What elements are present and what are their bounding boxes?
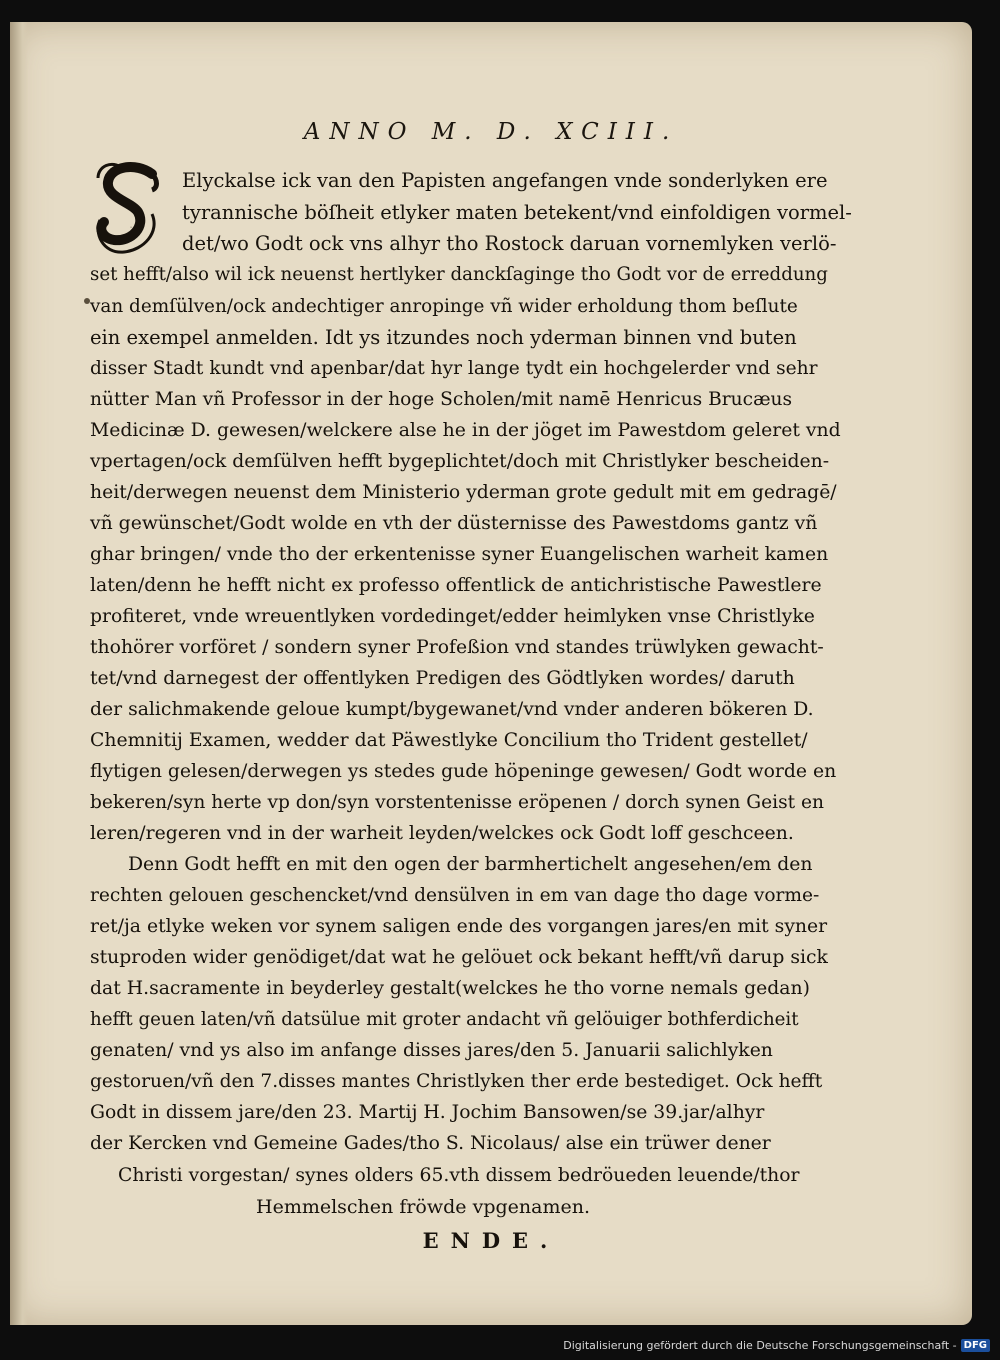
dfg-logo-icon: DFG [961,1339,990,1352]
text-line: disser Stadt kundt vnd apenbar/dat hyr lange tydt ein hochgelerder vnd sehr [90,358,818,379]
text-line: dat H.sacramente in beyderley gestalt(welckes he tho vorne nemals gedan) [90,978,810,999]
body-text [10,22,972,1325]
text-line: Denn Godt hefft en mit den ogen der barmhertichelt angesehen/em den [128,854,813,875]
text-line: ghar bringen/ vnde tho der erkentenisse syner Euangelischen warheit kamen [90,544,829,565]
text-line: van demſülven/ock andechtiger anropinge vñ wider erholdung thom beſlute [90,296,798,317]
text-line: der salichmakende geloue kumpt/bygewanet/vnd vnder anderen bökeren D. [90,699,814,720]
book-page [10,22,972,1325]
digitization-footer [563,1334,990,1356]
text-line: der Kercken vnd Gemeine Gades/tho S. Nicolaus/ alse ein trüwer dener [90,1133,771,1154]
text-line: vñ gewünschet/Godt wolde en vth der düsternisse des Pawestdoms gantz vñ [90,513,818,534]
text-line: stuproden wider genödiget/dat wat he gelöuet ock bekant hefft/vñ darup sick [90,947,828,968]
footer-credit: Digitalisierung gefördert durch die Deutsche Forschungsgemeinschaft - [563,1338,957,1352]
text-line: Godt in dissem jare/den 23. Martij H. Jochim Bansowen/se 39.jar/alhyr [90,1102,765,1123]
text-line: tyrannische böſheit etlyker maten betekent/vnd einfoldigen vormel- [182,201,852,224]
text-line: nütter Man vñ Professor in der hoge Scholen/mit namē Henricus Brucæus [90,389,793,410]
text-line: laten/denn he hefft nicht ex professo offentlick de antichristische Pawestlere [90,575,822,596]
text-line: thohörer vorföret / sondern syner Profeßion vnd standes trüwlyken gewacht- [90,637,824,658]
text-line: flytigen gelesen/derwegen ys stedes gude höpeninge gewesen/ Godt worde en [90,761,837,782]
text-line: rechten gelouen geschencket/vnd densülven in em van dage tho dage vorme- [90,885,820,906]
text-line: Chemnitij Examen, wedder dat Päwestlyke Concilium tho Trident gestellet/ [90,730,808,751]
dropcap-letter: S [130,227,132,229]
text-line: set hefft/also wil ick neuenst hertlyker danckſaginge tho Godt vor de erreddung [90,264,828,285]
text-line: Hemmelschen fröwde vpgenamen. [256,1196,590,1218]
running-head: ANNO M. D. XCIII. [303,119,679,145]
text-line: Christi vorgestan/ synes olders 65.vth dissem bedröueden leuende/thor [118,1165,800,1186]
text-line: vpertagen/ock demſülven hefft bygeplichtet/doch mit Christlyker bescheiden- [90,451,830,472]
text-line: leren/regeren vnd in der warheit leyden/welckes ock Godt loff geschceen. [90,823,794,844]
text-line: genaten/ vnd ys also im anfange disses jares/den 5. Januarii salichlyken [90,1040,773,1061]
text-line: gestoruen/vñ den 7.disses mantes Christlyken ther erde bestediget. Ock hefft [90,1071,823,1092]
text-line: heit/derwegen neuenst dem Ministerio yderman grote gedult mit em gedragē/ [90,482,837,503]
text-line: ein exempel anmelden. Idt ys itzundes noch yderman binnen vnd buten [90,326,797,349]
text-line: Elyckalse ick van den Papisten angefangen vnde sonderlyken ere [182,169,828,192]
finis-mark: ENDE. [422,1228,560,1253]
text-line: Medicinæ D. gewesen/welckere alse he in der jöget im Pawestdom geleret vnd [90,420,841,441]
text-line: bekeren/syn herte vp don/syn vorstentenisse eröpenen / dorch synen Geist en [90,792,824,813]
text-line: hefft geuen laten/vñ datsülue mit groter andacht vñ gelöuiger bothferdicheit [90,1009,799,1030]
text-line: tet/vnd darnegest der offentlyken Predigen des Gödtlyken wordes/ daruth [90,668,795,689]
text-line: ret/ja etlyke weken vor synem saligen ende des vorgangen jares/en mit syner [90,916,828,937]
text-line: profiteret, vnde wreuentlyken vordedinget/edder heimlyken vnse Christlyke [90,606,815,627]
text-line: det/wo Godt ock vns alhyr tho Rostock daruan vornemlyken verlö- [182,232,837,255]
